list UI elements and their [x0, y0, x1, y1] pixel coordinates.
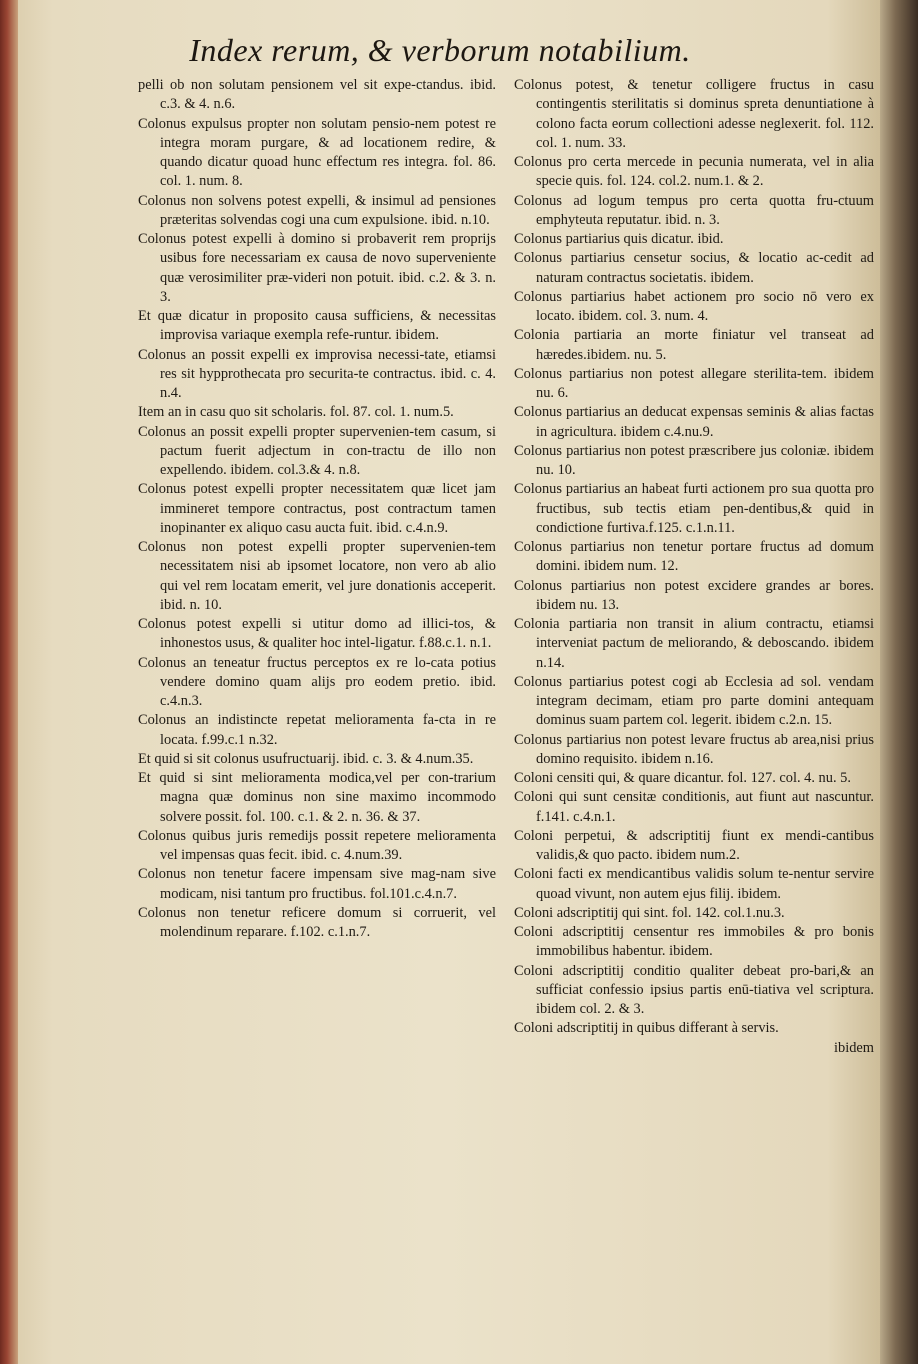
index-entry: Colonus an possit expelli ex improvisa necessi-tate, etiamsi res sit hypprothecata pro securita-te contractus. ibid. c. 4. n.4. [138, 346, 496, 401]
page-edge [880, 0, 918, 1364]
index-entry: Colonus potest expelli à domino si probaverit rem proprijs usibus fore necessariam ex causa de novo superveniente quæ verosimiliter præ-videri non potuit. ibid. c.2. & 3. n. 3. [138, 231, 496, 305]
index-entry: Colonus an indistincte repetat melioramenta fa-cta in re locata. f.99.c.1 n.32. [138, 712, 496, 748]
header-title-left: Index rerum, [189, 32, 360, 68]
index-entry: Coloni facti ex mendicantibus validis solum te-nentur servire quoad vivunt, non autem ejus filij. ibidem. [514, 866, 874, 902]
index-entry: Colonus quibus juris remedijs possit repetere melioramenta vel impensas quas fecit. ibid. c. 4.num.39. [138, 827, 496, 863]
index-entry: Colonus partiarius non tenetur portare fructus ad domum domini. ibidem num. 12. [514, 539, 874, 575]
index-entry: Colonus an possit expelli propter supervenien-tem casum, si pactum fuerit adjectum in con-tractu de illo non expellendo. ibidem. col.3.& 4. n.8. [138, 423, 496, 478]
index-entry: Colonus partiarius non potest excidere grandes ar bores. ibidem nu. 13. [514, 577, 874, 613]
index-entry: Colonus pro certa mercede in pecunia numerata, vel in alia specie quis. fol. 124. col.2. num.1. & 2. [514, 154, 874, 190]
index-entry: Colonus non tenetur facere impensam sive mag-nam sive modicam, nisi tantum pro fructibus. fol.101.c.4.n.7. [138, 866, 496, 902]
index-entry: Coloni adscriptitij conditio qualiter debeat pro-bari,& an sufficiat confessio ipsius partis enū-tiativa vel scriptura. ibidem col. 2. & 3. [514, 962, 874, 1017]
index-entry: Et quid si sint melioramenta modica,vel per con-trarium magna quæ dominus non sine maximo incommodo solvere possit. fol. 100. c.1. & 2. n. 36. & 37. [138, 770, 496, 825]
index-entry: Colonus ad logum tempus pro certa quotta fru-ctuum emphyteuta reputatur. ibid. n. 3. [514, 192, 874, 228]
index-entry: Coloni qui sunt censitæ conditionis, aut fiunt aut nascuntur. f.141. c.4.n.1. [514, 789, 874, 825]
right-column [514, 76, 874, 1058]
index-entry: Colonus partiarius censetur socius, & locatio ac-cedit ad naturam contractus societatis. ibidem. [514, 250, 874, 286]
index-entry: Colonia partiaria an morte finiatur vel transeat ad hæredes.ibidem. nu. 5. [514, 327, 874, 363]
index-entry: Colonus non tenetur reficere domum si corruerit, vel molendinum reparare. f.102. c.1.n.7. [138, 904, 496, 940]
index-entry: Coloni adscriptitij in quibus differant à servis. [514, 1020, 779, 1037]
index-entry: Coloni perpetui, & adscriptitij fiunt ex mendi-cantibus validis,& quo pacto. ibidem num.2. [514, 827, 874, 863]
index-entry: Colonus expulsus propter non solutam pensio-nem potest re integra moram purgare, & ad locationem redire, & quando dicatur quoad hunc effectum res integra. fol. 86. col. 1. num. 8. [138, 115, 496, 190]
index-entry: pelli ob non solutam pensionem vel sit expe-ctandus. ibid. c.3. & 4. n.6. [138, 77, 496, 113]
index-entry: Item an in casu quo sit scholaris. fol. 87. col. 1. num.5. [138, 404, 454, 421]
index-entry: Coloni adscriptitij censentur res immobiles & pro bonis immobilibus habentur. ibidem. [514, 924, 874, 960]
index-entry: Colonus partiarius non potest allegare sterilita-tem. ibidem nu. 6. [514, 365, 874, 401]
catchword: ibidem [834, 1039, 874, 1056]
index-entry: Colonus potest, & tenetur colligere fructus in casu contingentis sterilitatis si dominus spreta denuntiatione à colono facta eorum collectioni adesse neglexerit. fol. 112. col. 1. num. 33. [514, 77, 874, 151]
index-entry: Coloni adscriptitij qui sint. fol. 142. col.1.nu.3. [514, 904, 785, 921]
index-entry: Colonus an teneatur fructus perceptos ex re lo-cata potius vendere domino quam alijs pro eodem pretio. ibid. c.4.n.3. [138, 654, 496, 709]
header-ampersand: & [367, 32, 394, 68]
index-entry: Colonus non potest expelli propter supervenien-tem necessitatem nisi ab ipsomet locatore, non vero ab alio qui vel rem locatam emerit, vel jure donationis acceperit. ibid. n. 10. [138, 539, 496, 613]
index-entry: Colonus partiarius an habeat furti actionem pro sua quotta pro fructibus, sub tectis etiam pen-dentibus,& quid in condictione furtiva.f.125. c.1.n.11. [514, 481, 874, 536]
index-entry: Colonus partiarius non potest præscribere jus coloniæ. ibidem nu. 10. [514, 442, 874, 478]
index-entry: Coloni censiti qui, & quare dicantur. fol. 127. col. 4. nu. 5. [514, 770, 851, 786]
page-header [0, 32, 880, 69]
left-column [138, 76, 496, 942]
index-entry: Colonia partiaria non transit in alium contractu, etiamsi interveniat pactum de meliorando, & deboscando. ibidem n.14. [514, 616, 874, 671]
header-title-right: verborum notabilium. [401, 32, 691, 68]
index-entry: Colonus partiarius potest cogi ab Ecclesia ad sol. vendam integram decimam, etiam pro parte domini antequam dominus suam partem col. legerit. ibidem c.2.n. 15. [514, 673, 874, 729]
index-entry: Colonus potest expelli si utitur domo ad illici-tos, & inhonestos usus, & qualiter hoc intel-ligatur. f.88.c.1. n.1. [138, 616, 496, 652]
index-entry: Colonus partiarius non potest levare fructus ab area,nisi prius domino requisito. ibidem n.16. [514, 731, 874, 767]
index-entry: Colonus partiarius an deducat expensas seminis & alias factas in agricultura. ibidem c.4.nu.9. [514, 404, 874, 440]
index-entry: Colonus partiarius quis dicatur. ibid. [514, 231, 724, 247]
index-entry: Et quæ dicatur in proposito causa sufficiens, & necessitas improvisa variaque exempla refe-runtur. ibidem. [138, 308, 496, 344]
index-entry: Colonus non solvens potest expelli, & insimul ad pensiones præteritas solvendas cogi una cum expulsione. ibid. n.10. [138, 192, 496, 228]
index-entry: Colonus potest expelli propter necessitatem quæ licet jam immineret tempore contractus, post contractum tamen inopinanter ex aliquo casu aucta fuit. ibid. c.4.n.9. [138, 481, 496, 536]
binding-gutter [0, 0, 18, 1364]
index-entry: Et quid si sit colonus usufructuarij. ibid. c. 3. & 4.num.35. [138, 750, 474, 767]
index-entry: Colonus partiarius habet actionem pro socio nō vero ex locato. ibidem. col. 3. num. 4. [514, 288, 874, 324]
